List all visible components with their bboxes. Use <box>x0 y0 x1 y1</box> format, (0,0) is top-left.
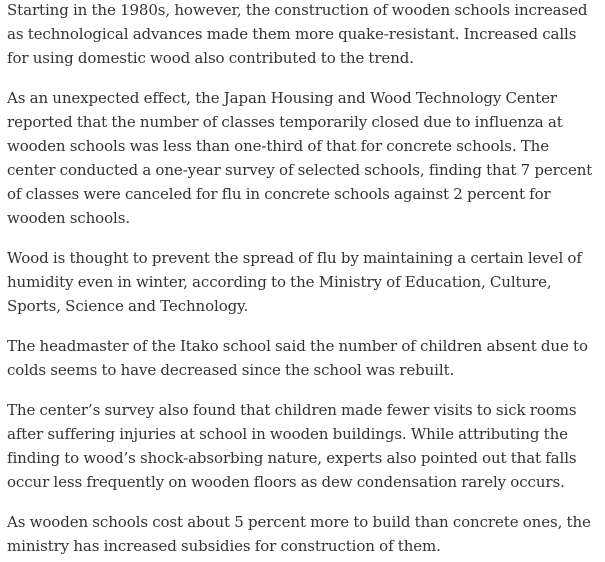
paragraph-humidity: Wood is thought to prevent the spread of flu by maintaining a certain level of humidity even in winter, according to the Ministry of Education, Culture, Sports, Science and Technology. <box>7 249 582 315</box>
paragraph-injuries: The center’s survey also found that children made fewer visits to sick rooms after suffering injuries at school in wooden buildings. While attributing the finding to wood’s shock-absorbing nature, experts also pointed out that falls occur less frequently on wooden floors as dew condensation rarely occurs. <box>7 401 577 491</box>
paragraph-subsidies: As wooden schools cost about 5 percent more to build than concrete ones, the ministry has increased subsidies for construction of them. <box>7 513 591 555</box>
paragraph-influenza-survey: As an unexpected effect, the Japan Housing and Wood Technology Center reported that the number of classes temporarily closed due to influenza at wooden schools was less than one-third of that for concrete schools. The center conducted a one-year survey of selected schools, finding that 7 percent of classes were canceled for flu in concrete schools against 2 percent for wooden schools. <box>7 89 593 227</box>
paragraph-construction-trend: Starting in the 1980s, however, the construction of wooden schools increased as technological advances made them more quake-resistant. Increased calls for using domestic wood also contributed to the trend. <box>7 1 588 67</box>
paragraph-headmaster: The headmaster of the Itako school said the number of children absent due to colds seems to have decreased since the school was rebuilt. <box>7 337 588 379</box>
